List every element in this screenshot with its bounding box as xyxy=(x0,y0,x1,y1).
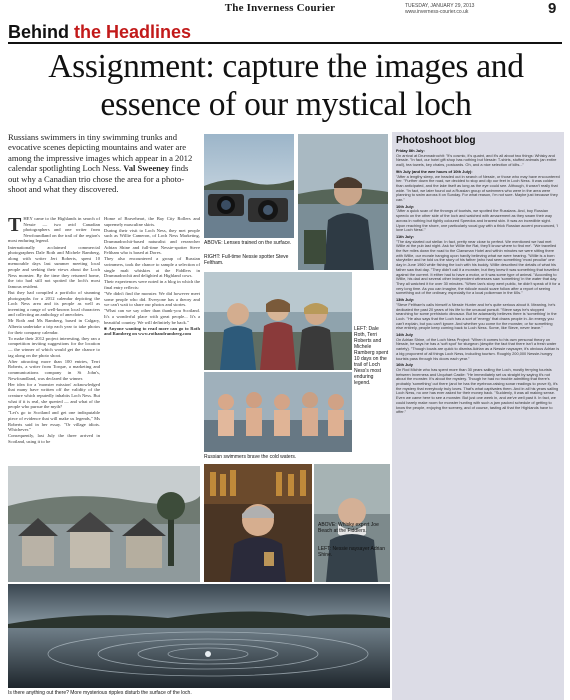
newspaper-title: The Inverness Courier xyxy=(224,2,336,14)
website: www.inverness-courier.co.uk xyxy=(405,9,469,15)
caption-swimmers: Russian swimmers brave the cold waters. xyxy=(204,454,297,460)
standfirst-text-2: finds out why a Canadian trio chose the area for a photo-shoot and what they discovered. xyxy=(8,163,189,195)
article-paragraph: "What can we say other than thank-you Scotland. It's a wonderful place with great people... It's a beautiful country. We will definitely be back." xyxy=(104,308,200,325)
caption-trio: LEFT: Dale Roth, Terri Roberts and Michele Ramberg spent 10 days on the trail of Loch Ness's most enduring legend. xyxy=(354,326,389,386)
article-paragraph-text: HEY came to the Highlands in search of Nessie — two avid Canadian photographers and one writer from Newfoundland on the trail of the region's most enduring legend. xyxy=(8,216,100,244)
blog-entry-text: On Rod Michie who has spent more than 30 years sailing the Loch, mostly ferrying tourists between Inverness and Urquhart Castle: "He immediately set us straight by saying it's not about the monster. It's about the mystery. Though he had no trouble admitting that there's probably 'something' out there (and he has the eyebrow-raising sonar readings to prove it), it's the mystery that everybody truly loves. That's what captivates them. And in all his years sailing Loch Ness, no one has ever asked for their money back. "Suddenly, it was all making sense. Even we came here to see a monster. But just one week in, and we've well past it. In fact, we could barely make room for monster hunting with such a jam packed schedule of getting to know the people, enjoying the scenery, and of course, tasting all that the Highlands have to offer." xyxy=(396,366,559,415)
article-paragraph: But they had compiled a portfolio of stunning photographs for a 2012 calendar depicting the Loch Ness area and its people as well as inventing a range of well-known local characters and collecting an anthology of anecdotes. xyxy=(8,289,100,318)
photo-houses-graphic xyxy=(8,466,200,582)
article-paragraph: Their experiences were noted in a blog in which the final entry reflects: xyxy=(104,279,200,290)
blog-entry-date: 10th July: xyxy=(396,203,415,209)
blog-entry-text: "After a quick scan of the throngs of tourists, we spotted the Russians. And, boy Russian speedo on the other side of the loch and watched with amazement as they swam their way across in nothing but tightly coloured Speedos and bravest skin. It was an incredible sight. Upon reaching the shore, one particularly vocal guy with a thick Russian accent pronounced, 'I love Loch Ness'." xyxy=(396,208,559,233)
blog-entry-text: "Steve Feltham's calls himself a Nessie Hunter and he's quite serious about it. Meaning, he's dedicated the past 20 years of his life to the unusual pursuit. "Steve says he's stopped searching for some prehistoric dinosaur. But he adamantly believes there is 'something' in the Loch. "He also says that the Loch has a sort of 'energy' that draws people in. An energy you can't explain, but you can't ignore. And whether you come for the monster, or for something else entirely, people keep coming back to Loch Ness. Some, like Steve, never leave." xyxy=(396,301,557,331)
article-paragraph xyxy=(8,216,100,244)
article-paragraph: Internationally acclaimed commercial photographers Dale Roth and Michele Ramberg, along with writer Jeri Roberts, spent 10 memorable days last summer meeting local people and seeking their views about the Loch Ness monster. By the time they returned home, the trio had still not spotted the loch's most famous resident. xyxy=(8,244,100,289)
blog-entry-text: "The day started out stellar. In fact, pretty near close to perfect. We mentioned we had met Willie at the pub last night. Ask for Willie the Rat, they'll know where to find me'. "We travelled the five miles down the road to the Clansman Hotel and within minutes we were sitting there with Willie, our morale hanging upon hardly believing what we were hearing. "Willie is a born storyteller and he told us the story of his father (who had seen something 'most peculiar' one day in June 1960 while fishing the loch with his buddy. Willie described the details of what his father saw that day. "They didn't call it a monster, but they knew it was something that travelled against the current. It either had to have a motor, or it was some type of animal. "According to Willie, his dad and several other independent witnesses saw 'something' in the water that day. They all watched it for over 30 minutes. "When Ian's story went public, he didn't speak of it for a very long time. As you can imagine, the ridicule would scare follow after a report of seeing something out of the ordinary, especially for a local policeman in the 60s." xyxy=(396,238,560,296)
photo-whisky-expert xyxy=(204,464,312,582)
photo-russian-swimmers xyxy=(204,372,352,452)
headline: Assignment: capture the images and essence of our mystical loch xyxy=(48,48,524,123)
photo-lenses-graphic xyxy=(204,134,294,238)
blog-entries xyxy=(396,149,560,415)
photo-lenses xyxy=(204,134,294,238)
article-paragraph: Consequently, last July the three arrived in Scotland, using it to be xyxy=(8,433,100,444)
caption-ripples: Is there anything out there? More mysterious ripples disturb the surface of the loch. xyxy=(8,690,192,696)
page-number: 9 xyxy=(548,0,557,17)
article-paragraph: Mr Roth and Ms Ramberg, based in Calgary, Alberta undertake a trip each year to take photos for their company calendar. xyxy=(8,318,100,335)
photo-trio xyxy=(204,272,352,370)
photo-steve-feltham xyxy=(298,134,388,270)
blog-entry-date: 14th July xyxy=(396,332,413,338)
standfirst xyxy=(8,132,198,194)
blog-entry-date: 9th July (and the wee hours of 10th July): xyxy=(396,168,473,174)
article-paragraph: To make their 2012 project interesting, they ran a competition inviting suggestions for the location — the winner of which would get the chance to tag along on the photo shoot. xyxy=(8,335,100,358)
caption-shine: LEFT: Nessie naysayer Adrian Shine. xyxy=(318,546,385,558)
photo-trio-graphic xyxy=(204,272,352,370)
section-header xyxy=(8,22,562,44)
photoshoot-blog xyxy=(392,132,564,700)
author-name: Val Sweeney xyxy=(123,163,170,174)
photo-loch-ripples xyxy=(8,584,390,688)
section-title-part2: the Headlines xyxy=(74,22,192,42)
article-paragraph: During their visit to Loch Ness, they met people such as Willie Cameron, of Loch Ness Marketing, Drumnadrochit-based naturalist and researcher Adrian Shine and full-time Nessie-spotter Steve Feltham who is based at Dores. xyxy=(104,227,200,256)
masthead xyxy=(0,0,570,20)
photo-swimmers-graphic xyxy=(204,372,352,452)
article-paragraph: After attracting more than 100 entries, Terri Roberts, a writer from Torque, a marketing and communications company in St John's, Newfoundland, was declared the winner. xyxy=(8,358,100,381)
drop-cap: T xyxy=(8,214,22,236)
photo-whisky-graphic xyxy=(204,464,312,582)
article-paragraph: "We didn't find the monster. We did however meet some people who did. Everyone has a theory and we can't wait to share our photos and stories. xyxy=(104,291,200,308)
article-paragraph: Home of Braveheart, the Bay City Rollers and supremely masculine skirts. xyxy=(104,216,200,227)
section-title-part1: Behind xyxy=(8,22,74,42)
issue-date: TUESDAY, JANUARY 29, 2013 xyxy=(405,3,475,9)
blog-entry-date: 11th July: xyxy=(396,233,414,239)
article-paragraph: "Let's go to Scotland and get one indisputable piece of evidence that will make us legends," Ms Roberts said in her essay. "Or village idiots. Whichever." xyxy=(8,410,100,433)
blog-entry-date: Friday 8th July: xyxy=(396,148,425,153)
photo-feltham-graphic xyxy=(298,134,388,270)
article-paragraph: Her idea for a 'monster mission' acknowledged that many have written off the validity of the creature which reputedly inhabits Loch Ness. But what if it is real, she queried — and what of the people who pursue the myth? xyxy=(8,381,100,410)
blog-entry-date: 13th July: xyxy=(396,297,415,303)
website-note: ■ Anyone wanting to read more can go to Roth and Ramberg on www.rothandramberg.com xyxy=(104,325,200,337)
article-paragraph: They also encountered a group of Russian swimmers, took the chance to sample a selection of single malt whiskies at the Fiddlers in Drumnadrochit and delighted at Highland cows. xyxy=(104,256,200,279)
blog-entry-text: On arrival at Drumnadrochit: "It's cosmic, it's quaint, and it's all about two things: Whisky and Nessie. "In fact, our hotel gift shop has nothing but Nessie: T-shirts, stuffed animals (an entire wall), tea towels, key chains, postcards. Oh, and a nice selection of kilts..." xyxy=(396,152,557,168)
blog-entry-date: 16th July xyxy=(396,362,413,368)
caption-feltham: RIGHT: Full-time Nessie spotter Steve Feltham. xyxy=(204,254,289,266)
caption-whisky: ABOVE: Whisky expert Joe Beach at the Fiddlers. xyxy=(318,522,379,534)
caption-lenses: ABOVE: Lenses trained on the surface. xyxy=(204,240,292,246)
blog-entry-text: "After a lengthy sleep, we headed out in search of Nessie, or those who may have encountered her. "Further down the road, we decided to stop and dip our feet in Loch Ness. It was colder than anticipated, and the lake itself as long as the eye could see. Although, it wasn't really that wide. "In fact, we later found out a Russian group of swimmers who were in the area were planning to swim across it on Sunday. For what reason, I'm not sure. Maybe just because they can." xyxy=(396,173,560,203)
masthead-date xyxy=(405,3,474,15)
photo-ripples-graphic xyxy=(8,584,390,688)
blog-title: Photoshoot blog xyxy=(396,135,476,146)
standfirst-text: Russians swimmers in tiny swimming trunks and evocative scenes depicting mountains and water are among the impressive images which appear in a 2012 calendar spotlighting Loch Ness. xyxy=(8,132,193,174)
photo-loch-houses xyxy=(8,466,200,582)
blog-entry-text: On Adrian Shine, of the Loch Ness Project: "When it comes to his own personal theory on Nessie, he says he has a 'soft spot' for sturgeon (despite the fact that there isn't a fresh water variety). "Though locals are quick to dismiss Adrian as a Nessie naysayer, it's obvious Adrian is a big proponent of all things Loch Ness, including tourism. Roughly 200,000 Nessie-hungry tourists pass through his doors each year." xyxy=(396,336,560,361)
